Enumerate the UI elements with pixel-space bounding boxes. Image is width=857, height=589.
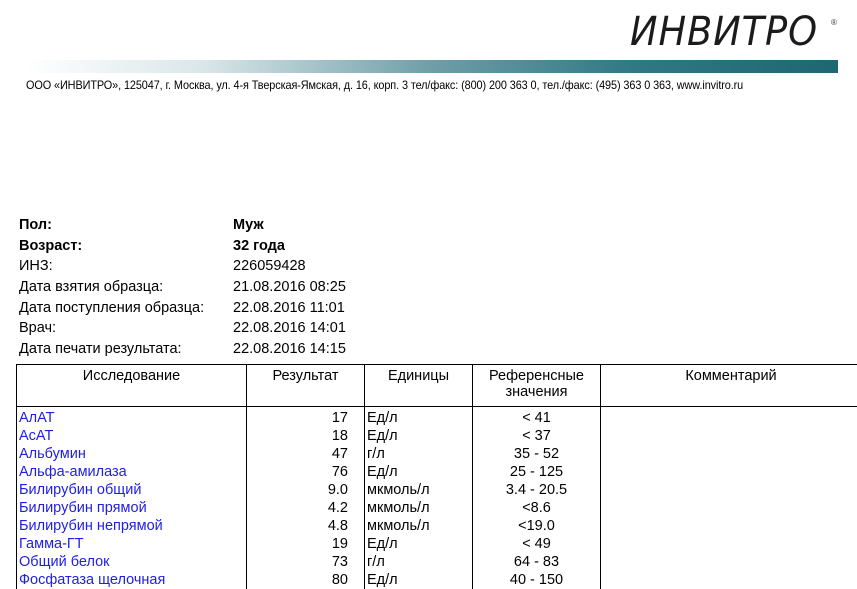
- patient-row: [19, 215, 346, 236]
- test-name: Общий белок: [17, 553, 247, 571]
- table-row: [17, 553, 857, 571]
- test-name: АлАТ: [17, 407, 247, 428]
- table-row: [17, 427, 857, 445]
- patient-value: 22.08.2016 14:01: [233, 320, 346, 336]
- test-result: 73: [247, 553, 365, 571]
- test-reference: 3.4 - 20.5: [473, 481, 601, 499]
- patient-value: 32 года: [233, 238, 285, 254]
- test-comment: [601, 407, 857, 428]
- patient-row: [19, 339, 346, 360]
- test-comment: [601, 445, 857, 463]
- test-result: 76: [247, 463, 365, 481]
- test-name: АсАТ: [17, 427, 247, 445]
- company-address: ООО «ИНВИТРО», 125047, г. Москва, ул. 4-я Тверская-Ямская, д. 16, корп. 3 тел/факс: (800) 200 363 0, тел./факс: (495) 363 0 363, www.invitro.ru: [26, 79, 743, 92]
- test-reference: < 49: [473, 535, 601, 553]
- test-comment: [601, 499, 857, 517]
- table-row: [17, 445, 857, 463]
- patient-label: ИНЗ:: [19, 258, 233, 274]
- table-row: [17, 499, 857, 517]
- test-units: Ед/л: [365, 407, 473, 428]
- test-name: Альфа-амилаза: [17, 463, 247, 481]
- test-result: 80: [247, 571, 365, 589]
- test-reference: <8.6: [473, 499, 601, 517]
- test-result: 19: [247, 535, 365, 553]
- test-reference: 64 - 83: [473, 553, 601, 571]
- patient-label: Возраст:: [19, 238, 233, 254]
- test-reference: 25 - 125: [473, 463, 601, 481]
- test-name: Альбумин: [17, 445, 247, 463]
- patient-value: 226059428: [233, 258, 306, 274]
- test-units: мкмоль/л: [365, 499, 473, 517]
- patient-value: 22.08.2016 11:01: [233, 300, 345, 316]
- test-result: 47: [247, 445, 365, 463]
- test-comment: [601, 571, 857, 589]
- patient-label: Врач:: [19, 320, 233, 336]
- table-row: [17, 535, 857, 553]
- test-units: Ед/л: [365, 427, 473, 445]
- patient-value: 22.08.2016 14:15: [233, 341, 346, 357]
- test-units: мкмоль/л: [365, 481, 473, 499]
- patient-row: [19, 297, 346, 318]
- table-row: [17, 571, 857, 589]
- table-row: [17, 517, 857, 535]
- header-units: Единицы: [365, 365, 473, 407]
- patient-row: [19, 277, 346, 298]
- test-reference: 35 - 52: [473, 445, 601, 463]
- header-reference-line2: значения: [475, 384, 598, 400]
- test-units: мкмоль/л: [365, 517, 473, 535]
- patient-value: Муж: [233, 217, 264, 233]
- patient-label: Дата поступления образца:: [19, 300, 233, 316]
- table-row: [17, 481, 857, 499]
- header-reference: [473, 365, 601, 407]
- patient-value: 21.08.2016 08:25: [233, 279, 346, 295]
- test-name: Билирубин прямой: [17, 499, 247, 517]
- patient-label: Пол:: [19, 217, 233, 233]
- test-name: Гамма-ГТ: [17, 535, 247, 553]
- test-comment: [601, 553, 857, 571]
- test-result: 4.2: [247, 499, 365, 517]
- header-result: Результат: [247, 365, 365, 407]
- table-header-row: [17, 365, 857, 407]
- test-units: Ед/л: [365, 571, 473, 589]
- patient-label: Дата взятия образца:: [19, 279, 233, 295]
- patient-row: [19, 236, 346, 257]
- test-comment: [601, 535, 857, 553]
- test-comment: [601, 427, 857, 445]
- registered-mark: ®: [831, 18, 837, 27]
- header-comment: Комментарий: [601, 365, 857, 407]
- test-reference: 40 - 150: [473, 571, 601, 589]
- header-test: Исследование: [17, 365, 247, 407]
- patient-info: [19, 215, 346, 359]
- test-comment: [601, 463, 857, 481]
- test-name: Фосфатаза щелочная: [17, 571, 247, 589]
- test-units: г/л: [365, 553, 473, 571]
- test-comment: [601, 481, 857, 499]
- header-reference-line1: Референсные: [475, 368, 598, 384]
- test-result: 9.0: [247, 481, 365, 499]
- invitro-logo: ИНВИТРО: [630, 12, 818, 52]
- test-name: Билирубин общий: [17, 481, 247, 499]
- test-name: Билирубин непрямой: [17, 517, 247, 535]
- test-reference: <19.0: [473, 517, 601, 535]
- table-row: [17, 407, 857, 428]
- test-units: Ед/л: [365, 535, 473, 553]
- table-row: [17, 463, 857, 481]
- test-reference: < 41: [473, 407, 601, 428]
- test-units: Ед/л: [365, 463, 473, 481]
- patient-row: [19, 256, 346, 277]
- patient-label: Дата печати результата:: [19, 341, 233, 357]
- header-gradient-band: [26, 60, 838, 73]
- test-units: г/л: [365, 445, 473, 463]
- patient-row: [19, 318, 346, 339]
- test-result: 4.8: [247, 517, 365, 535]
- test-comment: [601, 517, 857, 535]
- test-result: 17: [247, 407, 365, 428]
- test-reference: < 37: [473, 427, 601, 445]
- results-table: [16, 364, 857, 589]
- test-result: 18: [247, 427, 365, 445]
